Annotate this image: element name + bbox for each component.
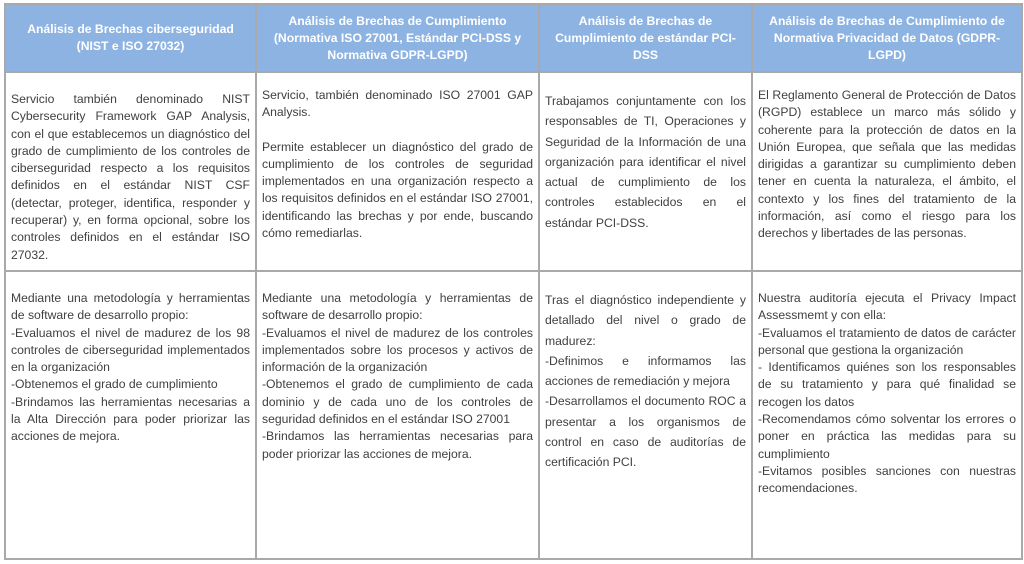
intro-text: Mediante una metodología y herramientas de software de desarrollo propio:	[11, 290, 250, 323]
list-item: -Obtenemos el grado de cumplimiento de cada dominio y de cada uno de los controles de seguridad definidos en el estándar ISO 27001	[262, 377, 533, 427]
header-cybersecurity-gap: Análisis de Brechas ciberseguridad (NIST e ISO 27032)	[5, 4, 256, 72]
list-item: -Brindamos las herramientas necesarias para poder priorizar las acciones de mejora.	[262, 429, 533, 461]
header-data-privacy-gap: Análisis de Brechas de Cumplimiento de Normativa Privacidad de Datos (GDPR-LGPD)	[752, 4, 1022, 72]
cell-data-privacy-description	[752, 72, 1022, 271]
cell-cybersecurity-description	[5, 72, 256, 271]
paragraph: El Reglamento General de Protección de Datos (RGPD) establece un marco más sólido y coherente para la protección de datos en la Unión Europea, que señala que las medidas dirigidas a garantizar su cumplimiento deben tener en cuenta la naturaleza, el ámbito, el contexto y los fines del tratamiento de la información, así como el riesgo para los derechos y libertades de las personas.	[758, 88, 1016, 241]
action-list	[758, 325, 1016, 498]
cell-pci-dss-methodology	[539, 271, 752, 559]
list-item: -Evaluamos el nivel de madurez de los 98 controles de ciberseguridad implementados en la organización	[11, 325, 250, 375]
gap-analysis-comparison-table	[4, 3, 1023, 560]
table-row-description	[5, 72, 1022, 271]
action-list	[545, 351, 746, 473]
header-pci-dss-gap: Análisis de Brechas de Cumplimiento de estándar PCI-DSS	[539, 4, 752, 72]
list-item: -Brindamos las herramientas necesarias a la Alta Dirección para poder priorizar las acciones de mejora.	[11, 394, 250, 444]
paragraph: Permite establecer un diagnóstico del grado de cumplimiento de los controles de seguridad implementados en una organización respecto a los requisitos definidos en el estándar ISO 27001, identificando las brechas y por ende, buscando cómo remediarlas.	[262, 139, 533, 241]
intro-text: Nuestra auditoría ejecuta el Privacy Impact Assessmemt y con ella:	[758, 290, 1016, 323]
cell-data-privacy-methodology	[752, 271, 1022, 559]
paragraph: Servicio, también denominado ISO 27001 GAP Analysis.	[262, 88, 533, 120]
list-item: - Identificamos quiénes son los responsables de su tratamiento y para qué finalidad se recogen los datos	[758, 360, 1016, 409]
cell-compliance-description	[256, 72, 539, 271]
list-item: -Desarrollamos el documento ROC a presentar a los organismos de control en caso de auditorías de certificación PCI.	[545, 394, 746, 470]
cell-cybersecurity-methodology	[5, 271, 256, 559]
header-compliance-gap: Análisis de Brechas de Cumplimiento (Normativa ISO 27001, Estándar PCI-DSS y Normativa GDPR-LGPD)	[256, 4, 539, 72]
list-item: -Evaluamos el tratamiento de datos de carácter personal que gestiona la organización	[758, 325, 1016, 357]
table-row-methodology	[5, 271, 1022, 559]
action-list	[11, 325, 250, 446]
list-item: -Evitamos posibles sanciones con nuestras recomendaciones.	[758, 463, 1016, 496]
list-item: -Evaluamos el nivel de madurez de los controles implementados sobre los procesos y activos de información de la organización	[262, 325, 533, 375]
list-item: -Definimos e informamos las acciones de remediación y mejora	[545, 353, 746, 389]
paragraph: Trabajamos conjuntamente con los responsables de TI, Operaciones y Seguridad de la Información de una organización para identificar el nivel actual de cumplimiento de los controles establecidos en el estándar PCI-DSS.	[545, 94, 746, 230]
intro-text: Mediante una metodología y herramientas de software de desarrollo propio:	[262, 290, 533, 323]
intro-text: Tras el diagnóstico independiente y detallado del nivel o grado de madurez:	[545, 292, 746, 348]
action-list	[262, 325, 533, 463]
paragraph: Servicio también denominado NIST Cybersecurity Framework GAP Analysis, con el que establecemos un diagnóstico del grado de cumplimiento de los controles de ciberseguridad respecto a los requisitos definidos en el estándar NIST CSF (detectar, proteger, identifica, responder y recuperar) y, en forma opcional, sobre los controles definidos en el estándar ISO 27032.	[11, 92, 250, 262]
list-item: -Obtenemos el grado de cumplimiento	[11, 377, 218, 392]
cell-pci-dss-description	[539, 72, 752, 271]
table-header-row	[5, 4, 1022, 72]
list-item: -Recomendamos cómo solventar los errores o poner en práctica las medidas para su cumplimiento	[758, 412, 1016, 461]
comparison-table-wrapper	[4, 3, 1021, 559]
cell-compliance-methodology	[256, 271, 539, 559]
